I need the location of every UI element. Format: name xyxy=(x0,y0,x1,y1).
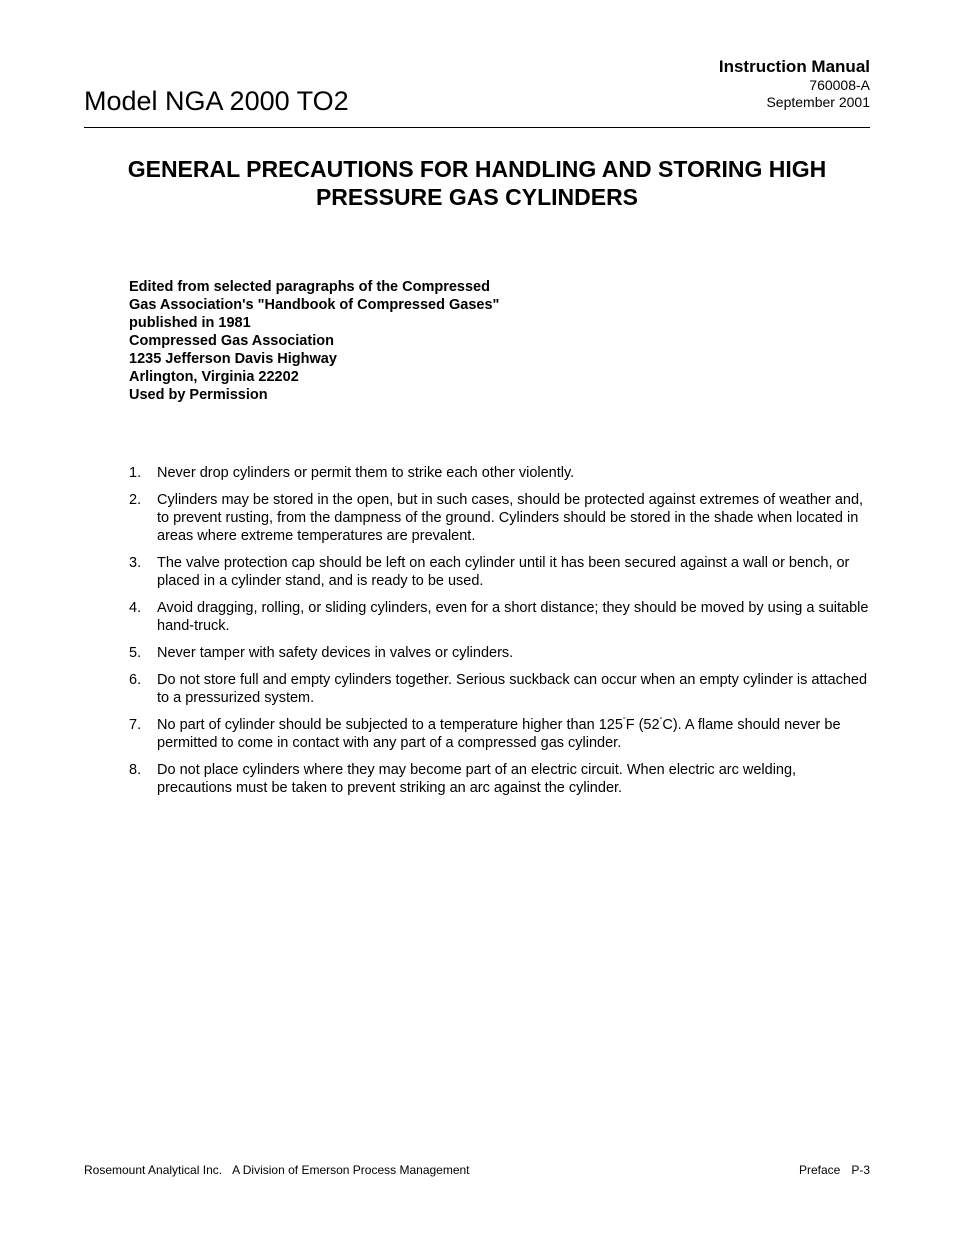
document-info xyxy=(719,56,870,111)
list-item-number: 6. xyxy=(129,672,142,688)
page-number: P-3 xyxy=(851,1163,870,1177)
section-name: Preface xyxy=(798,1163,841,1177)
page-title-line-2: PRESSURE GAS CYLINDERS xyxy=(315,184,639,210)
attribution-line: Compressed Gas Association xyxy=(129,333,334,349)
list-item xyxy=(129,761,870,797)
list-item-text: Never drop cylinders or permit them to strike each other violently. xyxy=(157,465,575,481)
company-division: A Division of Emerson Process Management xyxy=(232,1163,470,1177)
list-item xyxy=(129,599,870,635)
list-item-number: 2. xyxy=(129,492,142,508)
list-item-number: 4. xyxy=(129,600,142,616)
document-number: 760008-A xyxy=(809,77,870,93)
company-name: Rosemount Analytical Inc. xyxy=(84,1163,223,1177)
attribution-line: 1235 Jefferson Davis Highway xyxy=(129,351,337,367)
attribution-block xyxy=(129,278,499,404)
page-header xyxy=(84,55,870,128)
precautions-list xyxy=(129,464,870,806)
attribution-line: Used by Permission xyxy=(129,387,268,403)
attribution-line: published in 1981 xyxy=(129,315,251,331)
degree-symbol: ° xyxy=(622,717,626,724)
list-item-text-part: F (52 xyxy=(625,717,660,733)
attribution-line: Edited from selected paragraphs of the Compressed xyxy=(129,279,490,295)
manual-label: Instruction Manual xyxy=(718,57,870,76)
list-item-text: Avoid dragging, rolling, or sliding cylinders, even for a short distance; they should be moved by using a suitable hand-truck. xyxy=(157,600,869,634)
list-item-number: 5. xyxy=(129,645,142,661)
list-item-text: Do not store full and empty cylinders together. Serious suckback can occur when an empty cylinder is attached to a pressurized system. xyxy=(157,672,868,706)
footer-company xyxy=(84,1163,470,1178)
list-item-text xyxy=(157,717,841,751)
degree-symbol: ° xyxy=(659,717,663,724)
list-item-text: Do not place cylinders where they may become part of an electric circuit. When electric arc welding, precautions must be taken to prevent striking an arc against the cylinder. xyxy=(157,762,797,796)
attribution-line: Gas Association's "Handbook of Compressed Gases" xyxy=(129,297,500,313)
list-item-number: 8. xyxy=(129,762,142,778)
list-item xyxy=(129,464,870,482)
list-item xyxy=(129,671,870,707)
page-title-line-1: GENERAL PRECAUTIONS FOR HANDLING AND STORING HIGH xyxy=(127,156,827,182)
list-item-text: Cylinders may be stored in the open, but in such cases, should be protected against extremes of weather and, to prevent rusting, from the dampness of the ground. Cylinders should be stored in the shade when located in areas where extreme temperatures are prevalent. xyxy=(157,492,864,544)
list-item-number: 3. xyxy=(129,555,142,571)
page-title xyxy=(84,155,870,211)
list-item-text: Never tamper with safety devices in valves or cylinders. xyxy=(157,645,514,661)
list-item-number: 7. xyxy=(129,717,142,733)
model-title: Model NGA 2000 TO2 xyxy=(84,86,349,116)
footer-page-info xyxy=(799,1163,870,1178)
attribution-line: Arlington, Virginia 22202 xyxy=(129,369,299,385)
list-item xyxy=(129,491,870,545)
list-item-text-part: No part of cylinder should be subjected to a temperature higher than 125 xyxy=(157,717,623,733)
list-item xyxy=(129,716,870,752)
list-item-number: 1. xyxy=(129,465,142,481)
list-item xyxy=(129,554,870,590)
list-item-text-part: C). A flame should never be permitted to come in contact with any part of a compressed gas cylinder. xyxy=(157,717,841,751)
document-date: September 2001 xyxy=(766,94,870,110)
list-item-text: The valve protection cap should be left on each cylinder until it has been secured against a wall or bench, or placed in a cylinder stand, and is ready to be used. xyxy=(157,555,850,589)
list-item xyxy=(129,644,870,662)
